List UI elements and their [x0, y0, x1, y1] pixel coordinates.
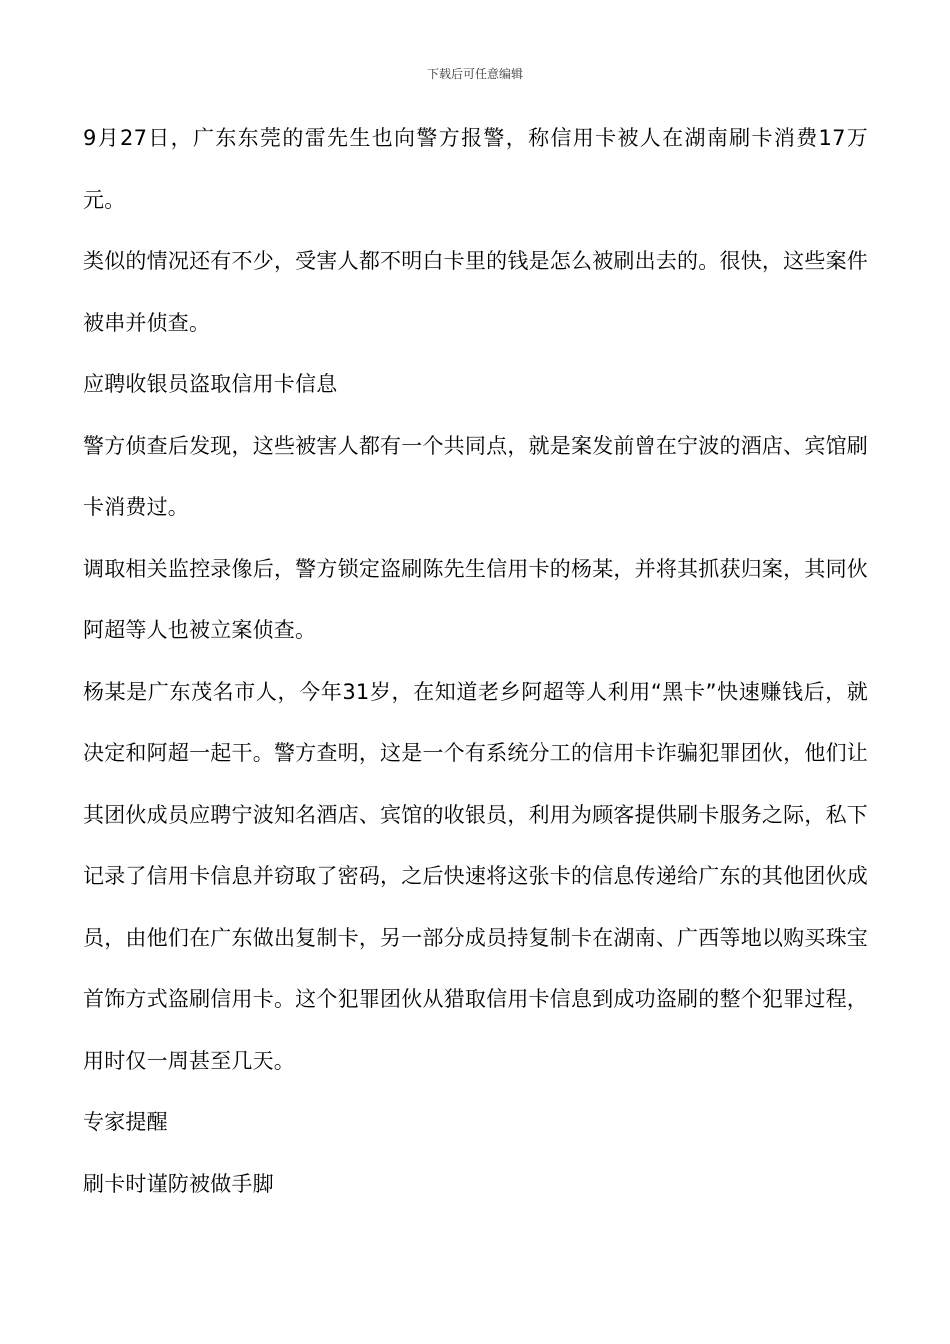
paragraph-1: 9月27日，广东东莞的雷先生也向警方报警，称信用卡被人在湖南刷卡消费17万元。	[83, 126, 868, 212]
section-heading-expert: 专家提醒	[83, 1110, 168, 1134]
section-heading-cashier: 应聘收银员盗取信用卡信息	[83, 372, 338, 396]
paragraph-5: 杨某是广东茂名市人，今年31岁，在知道老乡阿超等人利用“黑卡”快速赚钱后，就决定和阿超一起干。警方查明，这是一个有系统分工的信用卡诈骗犯罪团伙，他们让其团伙成员应聘宁波知名酒店、宾馆的收银员，利用为顾客提供刷卡服务之际，私下记录了信用卡信息并窃取了密码，之后快速将这张卡的信息传递给广东的其他团伙成员，由他们在广东做出复制卡，另一部分成员持复制卡在湖南、广西等地以购买珠宝首饰方式盗刷信用卡。这个犯罪团伙从猎取信用卡信息到成功盗刷的整个犯罪过程，用时仅一周甚至几天。	[83, 679, 868, 1073]
paragraph-2: 类似的情况还有不少，受害人都不明白卡里的钱是怎么被刷出去的。很快，这些案件被串并侦查。	[83, 249, 868, 335]
page-header-note: 下载后可任意编辑	[426, 67, 523, 81]
section-heading-caution: 刷卡时谨防被做手脚	[83, 1171, 274, 1196]
document-body	[83, 108, 868, 1215]
paragraph-4: 调取相关监控录像后，警方锁定盗刷陈先生信用卡的杨某，并将其抓获归案，其同伙阿超等人也被立案侦查。	[83, 556, 868, 642]
paragraph-3: 警方侦查后发现，这些被害人都有一个共同点，就是案发前曾在宁波的酒店、宾馆刷卡消费过。	[83, 433, 868, 519]
